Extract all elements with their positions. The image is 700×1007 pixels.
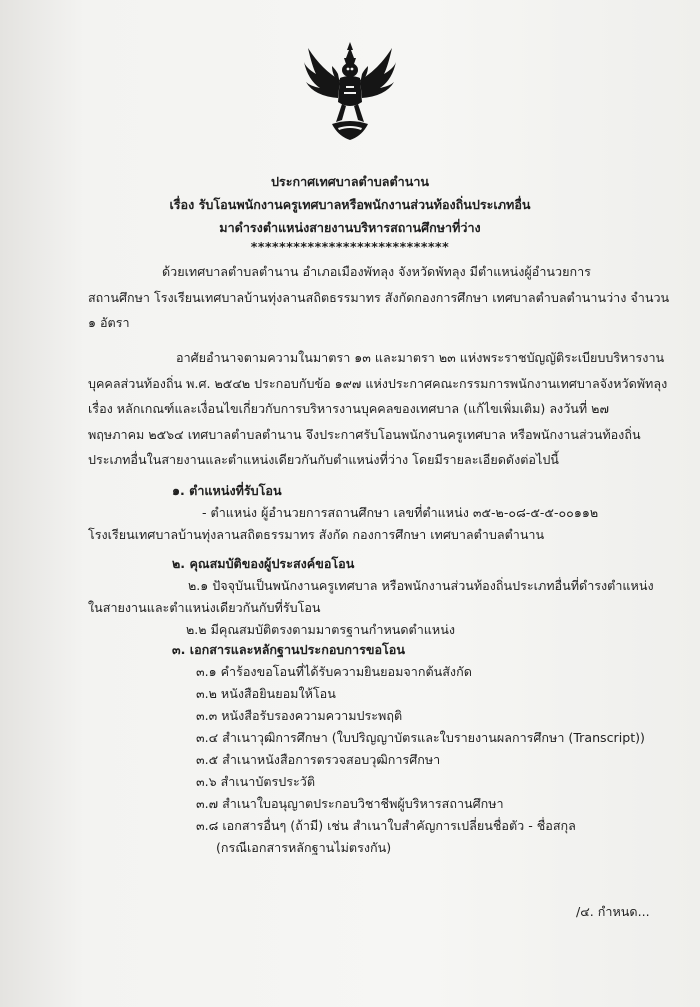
garuda-emblem-icon — [302, 40, 398, 142]
section3-item: ๓.๒ หนังสือยินยอมให้โอน — [196, 686, 336, 701]
header-separator: **************************** — [250, 239, 450, 254]
paragraph2-line: พฤษภาคม ๒๕๖๔ เทศบาลตำบลตำนาน จึงประกาศรับโอนพนักงานครูเทศบาล หรือพนักงานส่วนท้องถิ่น — [88, 427, 641, 442]
paragraph1-line: สถานศึกษา โรงเรียนเทศบาลบ้านทุ่งลานสถิตธรรมาทร สังกัดกองการศึกษา เทศบาลตำบลตำนานว่าง จำนวน — [88, 290, 670, 305]
section3-item: ๓.๑ คำร้องขอโอนที่ได้รับความยินยอมจากต้นสังกัด — [196, 664, 472, 679]
paragraph1-line: ด้วยเทศบาลตำบลตำนาน อำเภอเมืองพัทลุง จังหวัดพัทลุง มีตำแหน่งผู้อำนวยการ — [162, 264, 591, 279]
page-continuation: /๔. กำหนด... — [576, 904, 650, 919]
paragraph2-line: อาศัยอำนาจตามความในมาตรา ๑๓ และมาตรา ๒๓ แห่งพระราชบัญญัติระเบียบบริหารงาน — [176, 350, 665, 365]
section3-heading: ๓. เอกสารและหลักฐานประกอบการขอโอน — [172, 642, 405, 657]
section3-item: ๓.๗ สำเนาใบอนุญาตประกอบวิชาชีพผู้บริหารสถานศึกษา — [196, 796, 504, 811]
section1-line: - ตำแหน่ง ผู้อำนวยการสถานศึกษา เลขที่ตำแหน่ง ๓๕-๒-๐๘-๕-๕-๐๐๑๑๒ — [202, 505, 599, 520]
document-subject: เรื่อง รับโอนพนักงานครูเทศบาลหรือพนักงานส่วนท้องถิ่นประเภทอื่น — [169, 197, 531, 212]
paragraph2-line: ประเภทอื่นในสายงานและตำแหน่งเดียวกันกับตำแหน่งที่ว่าง โดยมีรายละเอียดดังต่อไปนี้ — [88, 452, 559, 467]
section3-item-note: (กรณีเอกสารหลักฐานไม่ตรงกัน) — [216, 840, 392, 855]
section2-item: ในสายงานและตำแหน่งเดียวกันกับที่รับโอน — [88, 600, 321, 615]
section1-line: โรงเรียนเทศบาลบ้านทุ่งลานสถิตธรรมาทร สังกัด กองการศึกษา เทศบาลตำบลตำนาน — [88, 527, 545, 542]
document-subject-continued: มาดำรงตำแหน่งสายงานบริหารสถานศึกษาที่ว่าง — [219, 220, 481, 235]
section3-item: ๓.๓ หนังสือรับรองความความประพฤติ — [196, 708, 403, 723]
section3-item: ๓.๖ สำเนาบัตรประวัติ — [196, 774, 316, 789]
section3-item: ๓.๔ สำเนาวุฒิการศึกษา (ใบปริญญาบัตรและใบรายงานผลการศึกษา (Transcript)) — [196, 730, 645, 745]
section1-heading: ๑. ตำแหน่งที่รับโอน — [172, 483, 282, 498]
section2-item: ๒.๑ ปัจจุบันเป็นพนักงานครูเทศบาล หรือพนักงานส่วนท้องถิ่นประเภทอื่นที่ดำรงตำแหน่ง — [188, 578, 654, 593]
section2-heading: ๒. คุณสมบัติของผู้ประสงค์ขอโอน — [172, 556, 355, 571]
section3-item: ๓.๕ สำเนาหนังสือการตรวจสอบวุฒิการศึกษา — [196, 752, 441, 767]
section2-item: ๒.๒ มีคุณสมบัติตรงตามมาตรฐานกำหนดตำแหน่ง — [186, 622, 455, 637]
paragraph1-line: ๑ อัตรา — [88, 315, 130, 330]
document-title: ประกาศเทศบาลตำบลตำนาน — [270, 174, 430, 189]
paragraph2-line: เรื่อง หลักเกณฑ์และเงื่อนไขเกี่ยวกับการบริหารงานบุคคลของเทศบาล (แก้ไขเพิ่มเติม) ลงวันที่ ๒๗ — [88, 401, 609, 416]
paragraph2-line: บุคคลส่วนท้องถิ่น พ.ศ. ๒๕๔๒ ประกอบกับข้อ ๑๙๗ แห่งประกาศคณะกรรมการพนักงานเทศบาลจังหวัดพัทลุง — [88, 376, 668, 391]
section3-item: ๓.๘ เอกสารอื่นๆ (ถ้ามี) เช่น สำเนาใบสำคัญการเปลี่ยนชื่อตัว - ชื่อสกุล — [196, 818, 576, 833]
